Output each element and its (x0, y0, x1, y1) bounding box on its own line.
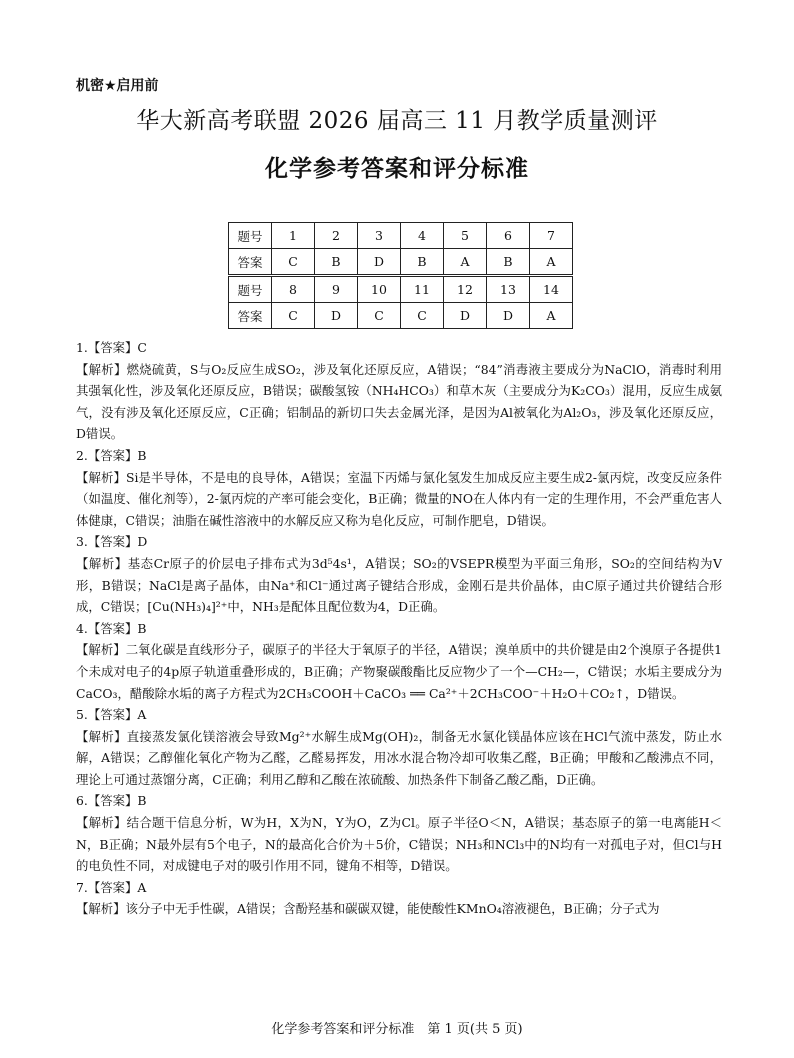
answer-cell: C (272, 303, 315, 329)
confidential-label: 机密★启用前 (76, 78, 159, 94)
answer-cell: A (530, 249, 573, 276)
answer-explanations (76, 337, 722, 920)
question-number: 9 (315, 276, 358, 303)
question-number: 11 (401, 276, 444, 303)
question-3-answer: 3.【答案】D (76, 534, 148, 550)
question-number: 10 (358, 276, 401, 303)
question-2-answer: 2.【答案】B (76, 447, 147, 463)
question-4-explanation: 【解析】二氧化碳是直线形分子，碳原子的半径大于氧原子的半径，A错误；溴单质中的共价键是由2个溴原子各提供1个未成对电子的4p原子轨道重叠形成的，B正确；产物聚碳酸酯比反应物少了一个—CH₂—，C错误；水垢主要成分为CaCO₃，醋酸除水垢的离子方程式为2CH₃COOH＋CaCO₃ ══ Ca²⁺＋2CH₃COO⁻＋H₂O＋CO₂↑，D错误。 (76, 642, 722, 701)
question-6-explanation: 【解析】结合题干信息分析，W为H，X为N，Y为O，Z为Cl。原子半径O＜N，A错误；基态原子的第一电离能H＜N，B正确；N最外层有5个电子，N的最高化合价为＋5价，C错误；NH₃和NCl₃中的N均有一对孤电子对，但Cl与H的电负性不同，对成键电子对的吸引作用不同，键角不相等，D错误。 (76, 815, 722, 874)
answer-cell: B (315, 249, 358, 276)
question-5-answer: 5.【答案】A (76, 707, 147, 723)
question-5-explanation: 【解析】直接蒸发氯化镁溶液会导致Mg²⁺水解生成Mg(OH)₂，制备无水氯化镁晶体应该在HCl气流中蒸发，防止水解，A错误；乙醇催化氧化产物为乙醛，乙醛易挥发，用冰水混合物冷却可收集乙醛，B正确；甲酸和乙酸沸点不同，理论上可通过蒸馏分离，C正确；利用乙醇和乙酸在浓硫酸、加热条件下制备乙酸乙酯，D正确。 (76, 728, 722, 787)
question-number: 13 (487, 276, 530, 303)
answer-cell: B (401, 249, 444, 276)
answer-cell: B (487, 249, 530, 276)
answer-cell: D (358, 249, 401, 276)
answer-cell: D (487, 303, 530, 329)
question-3-explanation: 【解析】基态Cr原子的价层电子排布式为3d⁵4s¹，A错误；SO₂的VSEPR模型为平面三角形，SO₂的空间结构为V形，B错误；NaCl是离子晶体，由Na⁺和Cl⁻通过离子键结合形成，金刚石是共价晶体，由C原子通过共价键结合形成，C错误；[Cu(NH₃)₄]²⁺中，NH₃是配体且配位数为4，D正确。 (76, 555, 722, 615)
table-row (229, 276, 573, 303)
page-subtitle: 化学参考答案和评分标准 (265, 156, 529, 182)
table-row (229, 249, 573, 276)
answer-cell: D (315, 303, 358, 329)
answer-cell: A (444, 249, 487, 276)
question-number: 1 (272, 223, 315, 249)
question-number: 12 (444, 276, 487, 303)
answer-cell: D (444, 303, 487, 329)
question-1-explanation: 【解析】燃烧硫黄，S与O₂反应生成SO₂，涉及氧化还原反应，A错误；“84”消毒液主要成分为NaClO，消毒时利用其强氧化性，涉及氧化还原反应，B错误；碳酸氢铵（NH₄HCO₃）和草木灰（主要成分为K₂CO₃）混用，反应生成氨气，没有涉及氧化还原反应，C正确；铝制品的新切口失去金属光泽，是因为Al被氧化为Al₂O₃，涉及氧化还原反应，D错误。 (76, 361, 722, 442)
row-label: 答案 (229, 249, 272, 276)
question-6-answer: 6.【答案】B (76, 793, 147, 809)
question-number: 6 (487, 223, 530, 249)
question-1-answer: 1.【答案】C (76, 340, 147, 355)
question-number: 5 (444, 223, 487, 249)
question-2-explanation: 【解析】Si是半导体，不是电的良导体，A错误；室温下丙烯与氯化氢发生加成反应主要生成2-氯丙烷，改变反应条件（如温度、催化剂等），2-氯丙烷的产率可能会变化，B正确；微量的NO在人体内有一定的生理作用，不会严重危害人体健康，C错误；油脂在碱性溶液中的水解反应又称为皂化反应，可制作肥皂，D错误。 (76, 469, 722, 528)
row-label: 题号 (229, 223, 272, 249)
row-label: 题号 (229, 276, 272, 303)
question-number: 7 (530, 223, 573, 249)
answer-cell: C (272, 249, 315, 276)
page-footer: 化学参考答案和评分标准 第 1 页(共 5 页) (271, 1022, 523, 1037)
answer-table (228, 222, 573, 329)
question-number: 3 (358, 223, 401, 249)
answer-cell: C (358, 303, 401, 329)
question-number: 14 (530, 276, 573, 303)
answer-cell: A (530, 303, 573, 329)
question-4-answer: 4.【答案】B (76, 620, 147, 636)
table-row (229, 303, 573, 329)
row-label: 答案 (229, 303, 272, 329)
question-number: 2 (315, 223, 358, 249)
table-row (229, 223, 573, 249)
answer-cell: C (401, 303, 444, 329)
page-title: 华大新高考联盟 2026 届高三 11 月教学质量测评 (136, 108, 658, 134)
question-number: 4 (401, 223, 444, 249)
question-7-explanation: 【解析】该分子中无手性碳，A错误；含酚羟基和碳碳双键，能使酸性KMnO₄溶液褪色，B正确；分子式为 (76, 901, 660, 917)
question-number: 8 (272, 276, 315, 303)
question-7-answer: 7.【答案】A (76, 879, 147, 895)
